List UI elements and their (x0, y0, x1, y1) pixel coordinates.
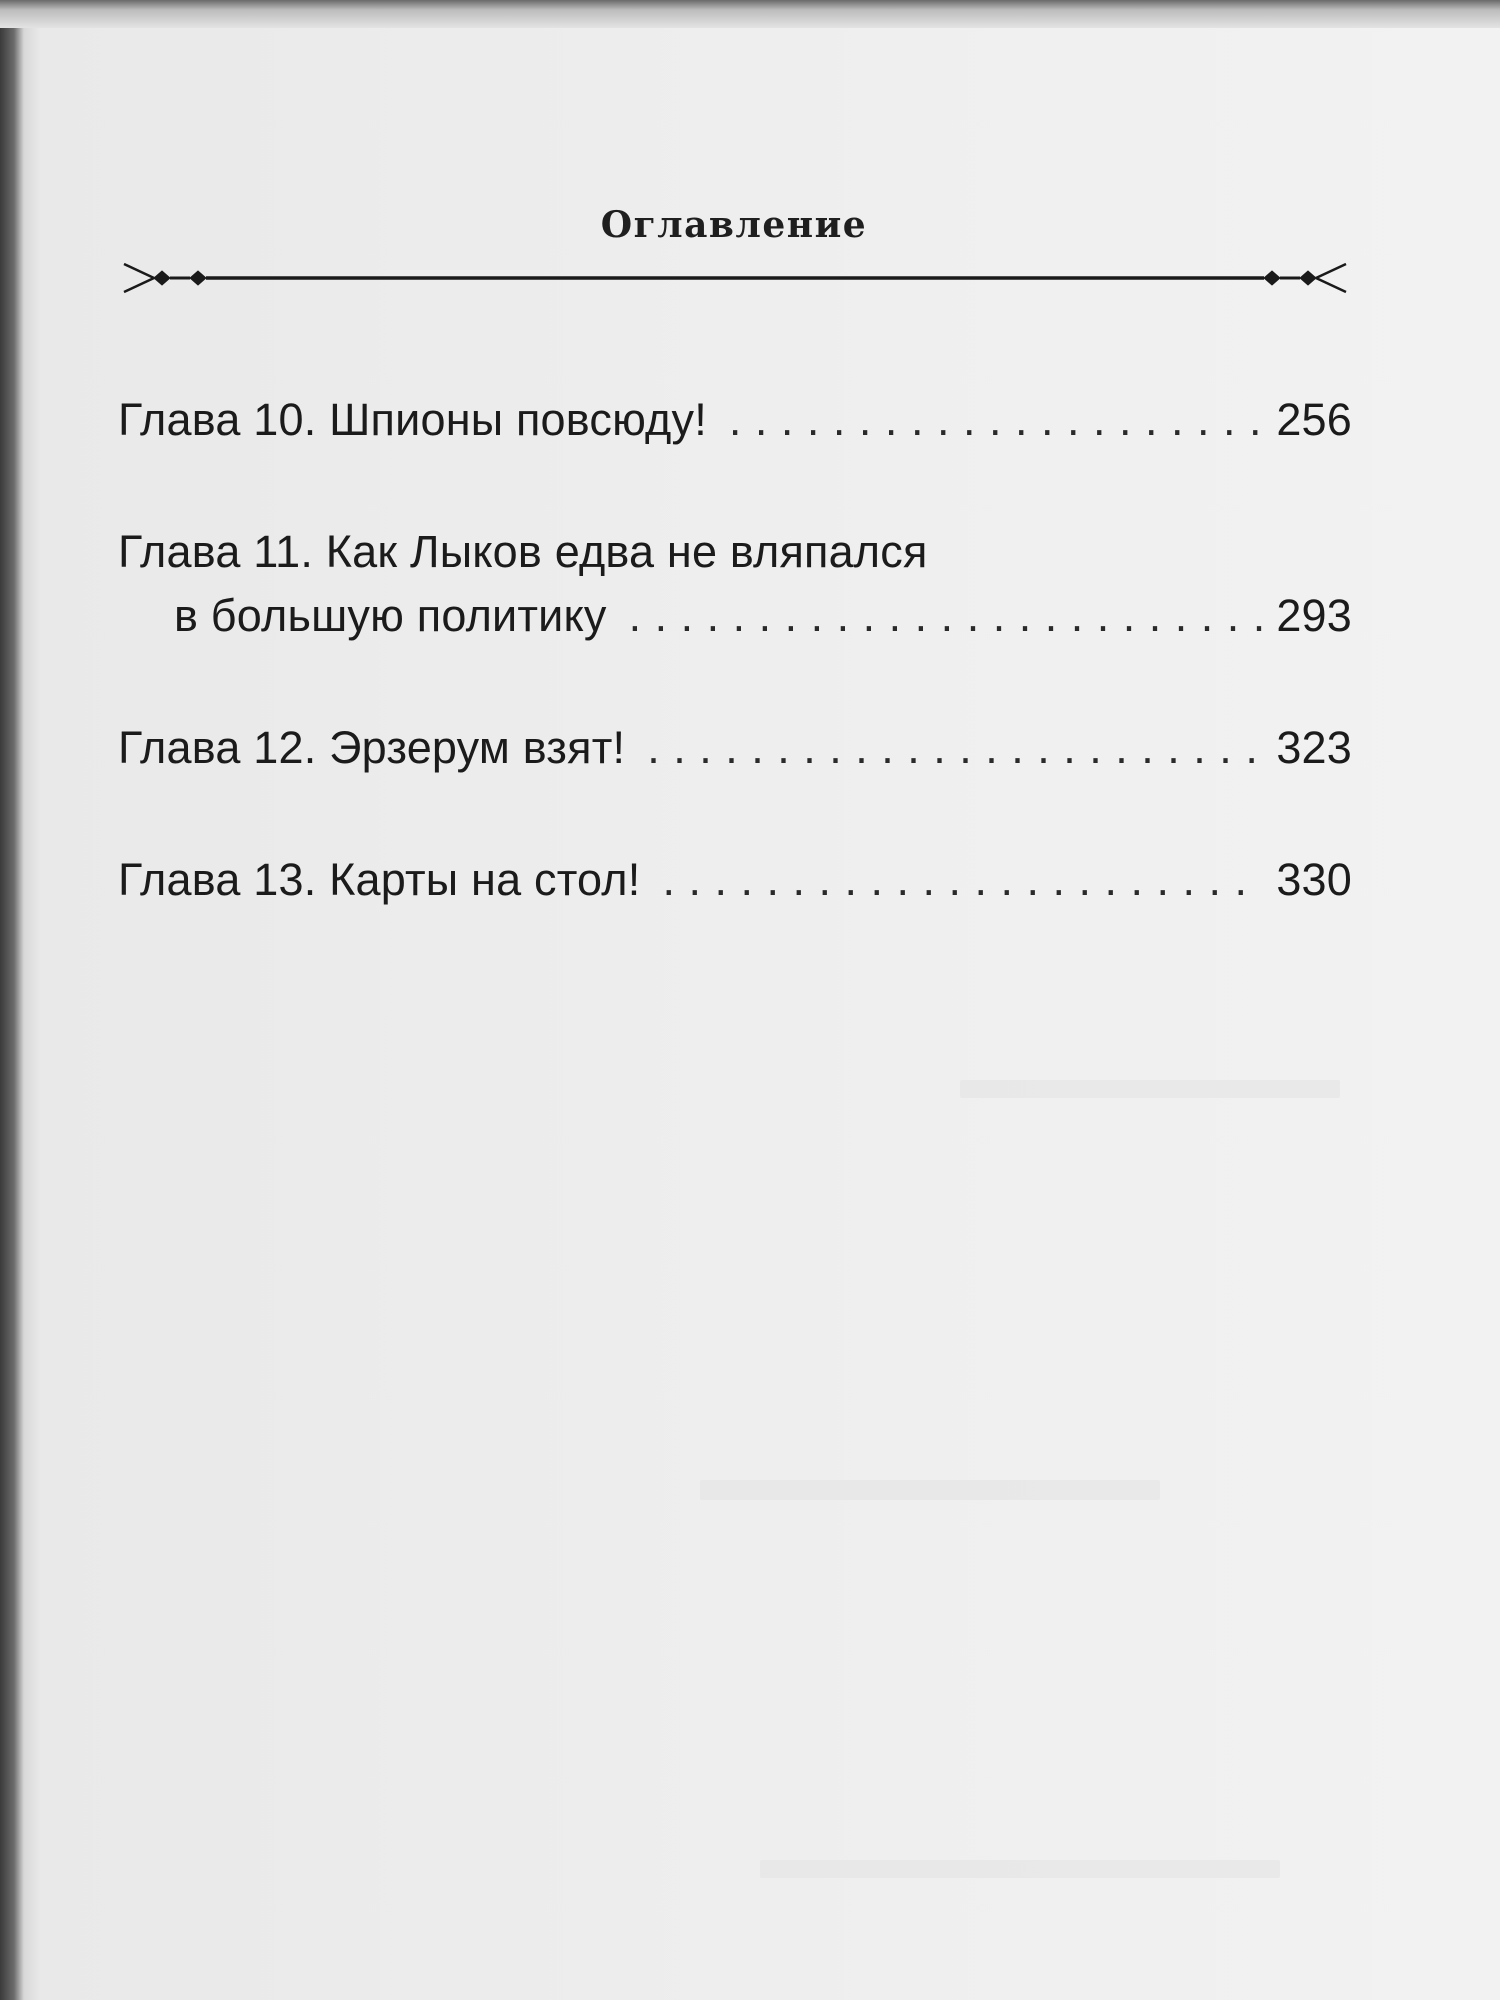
bleed-through-mark (700, 1480, 1160, 1500)
toc-entry-chapter-12[interactable] (118, 716, 1352, 780)
toc-page-number: 293 (1276, 590, 1352, 641)
toc-entry-title: Глава 10. Шпионы повсюду! (118, 394, 707, 445)
toc-entry-title: Глава 12. Эрзерум взят! (118, 722, 626, 773)
dot-leader (629, 584, 1263, 648)
toc-entry-title: Глава 13. Карты на стол! (118, 854, 641, 905)
page-title: Оглавление (600, 204, 868, 246)
toc-page-number: 256 (1276, 394, 1352, 445)
toc-entry-chapter-13[interactable] (118, 848, 1352, 912)
table-of-contents (118, 388, 1352, 912)
toc-entry-title: Глава 11. Как Лыков едва не вляпался (118, 526, 928, 577)
toc-entry-chapter-11[interactable] (118, 520, 1352, 648)
ornament-divider (118, 258, 1352, 298)
toc-page-number: 330 (1276, 854, 1352, 905)
toc-entry-chapter-10[interactable] (118, 388, 1352, 452)
toc-page-number: 323 (1276, 722, 1352, 773)
bleed-through-mark (760, 1860, 1280, 1878)
dot-leader (729, 388, 1262, 452)
bleed-through-mark (960, 1080, 1340, 1098)
dot-leader (662, 848, 1262, 912)
toc-entry-title-continuation: в большую политику (174, 590, 607, 641)
dot-leader (647, 716, 1262, 780)
